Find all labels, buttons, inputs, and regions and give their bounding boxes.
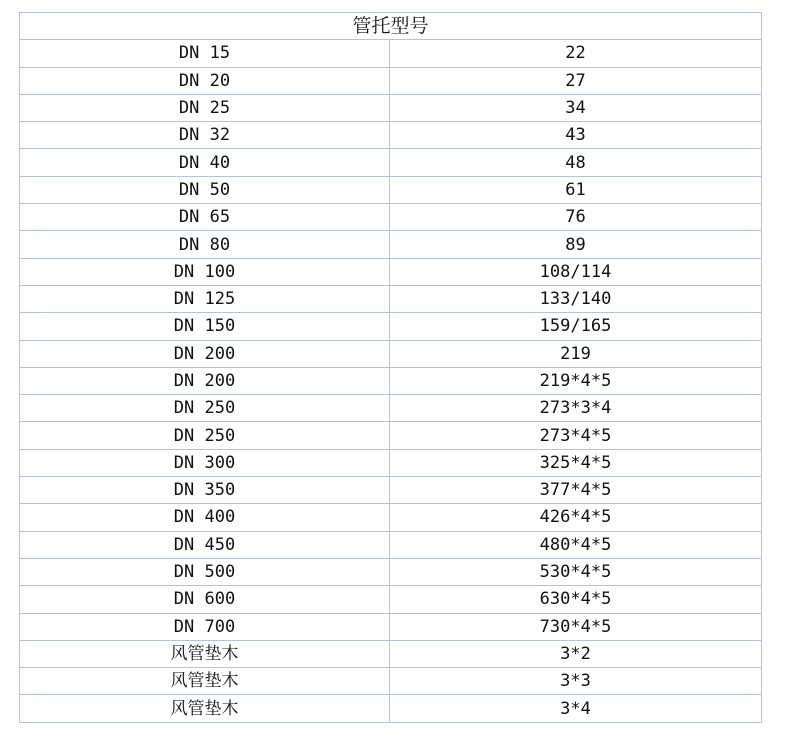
size-cell[interactable]: DN 50 [20, 176, 390, 203]
table-row [20, 313, 762, 340]
size-cell[interactable]: DN 450 [20, 531, 390, 558]
value-cell[interactable]: 159/165 [390, 313, 762, 340]
table-row [20, 504, 762, 531]
table-row [20, 285, 762, 312]
table-row [20, 395, 762, 422]
size-cell[interactable]: DN 250 [20, 395, 390, 422]
size-cell[interactable]: DN 250 [20, 422, 390, 449]
pipe-support-table [19, 12, 762, 723]
value-cell[interactable]: 530*4*5 [390, 558, 762, 585]
table-row [20, 40, 762, 67]
size-cell[interactable]: DN 40 [20, 149, 390, 176]
value-cell[interactable]: 61 [390, 176, 762, 203]
value-cell[interactable]: 108/114 [390, 258, 762, 285]
table-row [20, 176, 762, 203]
value-cell[interactable]: 43 [390, 122, 762, 149]
value-cell[interactable]: 219*4*5 [390, 367, 762, 394]
table-row [20, 67, 762, 94]
table-row [20, 640, 762, 667]
value-cell[interactable]: 325*4*5 [390, 449, 762, 476]
value-cell[interactable]: 273*3*4 [390, 395, 762, 422]
size-cell[interactable]: DN 300 [20, 449, 390, 476]
size-cell[interactable]: DN 350 [20, 477, 390, 504]
value-cell[interactable]: 89 [390, 231, 762, 258]
value-cell[interactable]: 426*4*5 [390, 504, 762, 531]
table-row [20, 668, 762, 695]
size-cell[interactable]: DN 200 [20, 340, 390, 367]
size-cell[interactable]: DN 25 [20, 94, 390, 121]
size-cell[interactable]: DN 65 [20, 204, 390, 231]
value-cell[interactable]: 3*3 [390, 668, 762, 695]
size-cell[interactable]: DN 32 [20, 122, 390, 149]
table-row [20, 586, 762, 613]
table-row [20, 204, 762, 231]
table-body [20, 40, 762, 722]
value-cell[interactable]: 377*4*5 [390, 477, 762, 504]
value-cell[interactable]: 34 [390, 94, 762, 121]
table-row [20, 531, 762, 558]
size-cell[interactable]: DN 400 [20, 504, 390, 531]
size-cell[interactable]: 风管垫木 [20, 668, 390, 695]
size-cell[interactable]: DN 125 [20, 285, 390, 312]
value-cell[interactable]: 3*4 [390, 695, 762, 722]
table-row [20, 258, 762, 285]
header-row [20, 13, 762, 40]
table-row [20, 367, 762, 394]
table-row [20, 94, 762, 121]
table-row [20, 477, 762, 504]
table-row [20, 149, 762, 176]
value-cell[interactable]: 219 [390, 340, 762, 367]
spreadsheet-area [19, 12, 761, 723]
table-row [20, 340, 762, 367]
size-cell[interactable]: DN 500 [20, 558, 390, 585]
size-cell[interactable]: DN 100 [20, 258, 390, 285]
table-row [20, 231, 762, 258]
value-cell[interactable]: 48 [390, 149, 762, 176]
size-cell[interactable]: 风管垫木 [20, 640, 390, 667]
value-cell[interactable]: 27 [390, 67, 762, 94]
value-cell[interactable]: 133/140 [390, 285, 762, 312]
size-cell[interactable]: DN 200 [20, 367, 390, 394]
size-cell[interactable]: DN 150 [20, 313, 390, 340]
table-row [20, 122, 762, 149]
size-cell[interactable]: DN 20 [20, 67, 390, 94]
table-row [20, 695, 762, 722]
size-cell[interactable]: DN 80 [20, 231, 390, 258]
size-cell[interactable]: DN 700 [20, 613, 390, 640]
value-cell[interactable]: 480*4*5 [390, 531, 762, 558]
value-cell[interactable]: 630*4*5 [390, 586, 762, 613]
table-row [20, 613, 762, 640]
value-cell[interactable]: 3*2 [390, 640, 762, 667]
table-row [20, 449, 762, 476]
table-header-cell[interactable]: 管托型号 [20, 13, 762, 40]
value-cell[interactable]: 730*4*5 [390, 613, 762, 640]
size-cell[interactable]: 风管垫木 [20, 695, 390, 722]
table-row [20, 422, 762, 449]
value-cell[interactable]: 273*4*5 [390, 422, 762, 449]
size-cell[interactable]: DN 600 [20, 586, 390, 613]
table-row [20, 558, 762, 585]
size-cell[interactable]: DN 15 [20, 40, 390, 67]
value-cell[interactable]: 22 [390, 40, 762, 67]
value-cell[interactable]: 76 [390, 204, 762, 231]
